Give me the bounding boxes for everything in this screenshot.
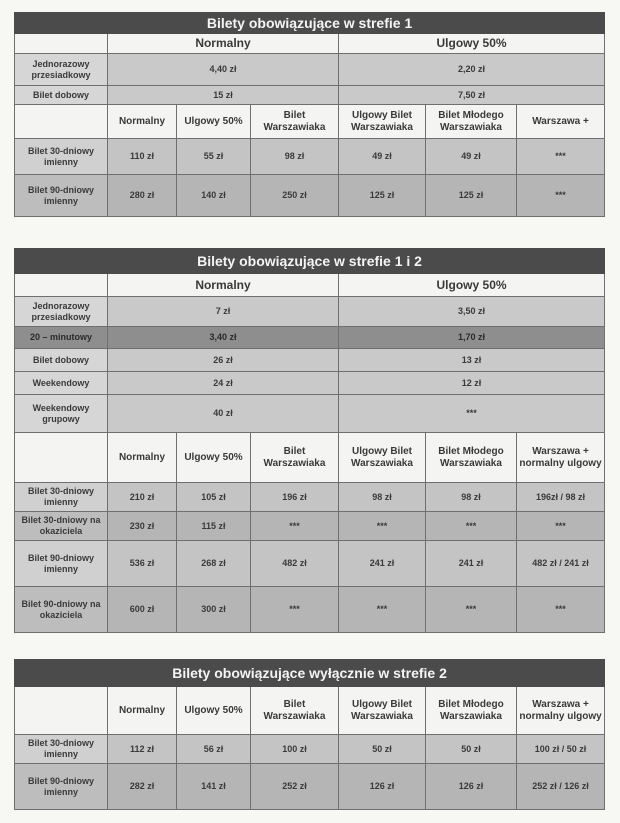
column-header: Bilet Młodego Warszawiaka bbox=[426, 687, 517, 735]
price-cell: *** bbox=[426, 587, 517, 633]
price-cell: 1,70 zł bbox=[339, 327, 605, 349]
zone1-table bbox=[14, 12, 605, 217]
corner-cell bbox=[15, 274, 108, 297]
table-row bbox=[15, 764, 605, 810]
price-cell: 105 zł bbox=[177, 483, 251, 512]
table-row bbox=[15, 54, 605, 86]
price-cell: 112 zł bbox=[108, 735, 177, 764]
price-cell: 12 zł bbox=[339, 372, 605, 395]
price-cell: 100 zł bbox=[251, 735, 339, 764]
column-header-normal: Normalny bbox=[108, 274, 339, 297]
row-label: Bilet 30-dniowy imienny bbox=[15, 735, 108, 764]
price-cell: 196zł / 98 zł bbox=[517, 483, 605, 512]
price-cell: *** bbox=[339, 587, 426, 633]
row-label: Bilet 90-dniowy imienny bbox=[15, 764, 108, 810]
column-header: Bilet Młodego Warszawiaka bbox=[426, 433, 517, 483]
corner-cell bbox=[15, 433, 108, 483]
price-cell: 282 zł bbox=[108, 764, 177, 810]
row-label: 20 – minutowy bbox=[15, 327, 108, 349]
price-cell: 50 zł bbox=[339, 735, 426, 764]
table-row bbox=[15, 139, 605, 175]
price-cell: 126 zł bbox=[426, 764, 517, 810]
price-cell: 600 zł bbox=[108, 587, 177, 633]
row-label: Bilet dobowy bbox=[15, 349, 108, 372]
price-cell: 50 zł bbox=[426, 735, 517, 764]
row-label: Jednorazowy przesiadkowy bbox=[15, 54, 108, 86]
column-header: Bilet Młodego Warszawiaka bbox=[426, 105, 517, 139]
price-cell: *** bbox=[339, 512, 426, 541]
table-title: Bilety obowiązujące wyłącznie w strefie 2 bbox=[15, 660, 605, 687]
price-cell: 268 zł bbox=[177, 541, 251, 587]
column-header: Bilet Warszawiaka bbox=[251, 105, 339, 139]
row-label: Bilet 90-dniowy imienny bbox=[15, 175, 108, 217]
price-cell: *** bbox=[517, 587, 605, 633]
price-cell: 125 zł bbox=[339, 175, 426, 217]
price-cell: 49 zł bbox=[339, 139, 426, 175]
row-label: Bilet 30-dniowy imienny bbox=[15, 483, 108, 512]
column-header: Normalny bbox=[108, 687, 177, 735]
row-label: Bilet dobowy bbox=[15, 86, 108, 105]
column-header: Normalny bbox=[108, 433, 177, 483]
table-row bbox=[15, 483, 605, 512]
corner-cell bbox=[15, 687, 108, 735]
table-row bbox=[15, 349, 605, 372]
price-cell: 40 zł bbox=[108, 395, 339, 433]
table-title: Bilety obowiązujące w strefie 1 i 2 bbox=[15, 249, 605, 274]
table-row bbox=[15, 735, 605, 764]
price-cell: 210 zł bbox=[108, 483, 177, 512]
table-row bbox=[15, 541, 605, 587]
header-row bbox=[15, 105, 605, 139]
header-row bbox=[15, 687, 605, 735]
price-cell: 7 zł bbox=[108, 297, 339, 327]
price-cell: 300 zł bbox=[177, 587, 251, 633]
price-cell: 4,40 zł bbox=[108, 54, 339, 86]
column-header: Warszawa + normalny ulgowy bbox=[517, 433, 605, 483]
column-header: Ulgowy Bilet Warszawiaka bbox=[339, 105, 426, 139]
price-cell: 115 zł bbox=[177, 512, 251, 541]
row-label: Bilet 90-dniowy imienny bbox=[15, 541, 108, 587]
price-cell: 56 zł bbox=[177, 735, 251, 764]
table-row bbox=[15, 297, 605, 327]
price-cell: 26 zł bbox=[108, 349, 339, 372]
table-row bbox=[15, 587, 605, 633]
column-header: Warszawa + bbox=[517, 105, 605, 139]
price-cell: 98 zł bbox=[251, 139, 339, 175]
price-cell: 280 zł bbox=[108, 175, 177, 217]
price-cell: 98 zł bbox=[339, 483, 426, 512]
price-cell: 2,20 zł bbox=[339, 54, 605, 86]
column-header-ulgowy: Ulgowy 50% bbox=[339, 34, 605, 54]
price-cell: 3,40 zł bbox=[108, 327, 339, 349]
column-header: Ulgowy Bilet Warszawiaka bbox=[339, 687, 426, 735]
zone2-table bbox=[14, 659, 605, 810]
price-cell: 252 zł bbox=[251, 764, 339, 810]
row-label: Bilet 30-dniowy na okaziciela bbox=[15, 512, 108, 541]
price-cell: 3,50 zł bbox=[339, 297, 605, 327]
price-cell: 141 zł bbox=[177, 764, 251, 810]
price-cell: 536 zł bbox=[108, 541, 177, 587]
price-cell: 49 zł bbox=[426, 139, 517, 175]
price-cell: 24 zł bbox=[108, 372, 339, 395]
column-header: Bilet Warszawiaka bbox=[251, 433, 339, 483]
price-cell: 13 zł bbox=[339, 349, 605, 372]
table-row bbox=[15, 175, 605, 217]
table-row bbox=[15, 372, 605, 395]
column-header-normal: Normalny bbox=[108, 34, 339, 54]
price-cell: *** bbox=[426, 512, 517, 541]
table-row bbox=[15, 395, 605, 433]
price-cell: 100 zł / 50 zł bbox=[517, 735, 605, 764]
price-cell: 125 zł bbox=[426, 175, 517, 217]
price-cell: 98 zł bbox=[426, 483, 517, 512]
price-cell: 482 zł bbox=[251, 541, 339, 587]
price-cell: *** bbox=[251, 512, 339, 541]
column-header: Ulgowy 50% bbox=[177, 687, 251, 735]
row-label: Bilet 90-dniowy na okaziciela bbox=[15, 587, 108, 633]
table-row bbox=[15, 327, 605, 349]
price-cell: 55 zł bbox=[177, 139, 251, 175]
column-header: Ulgowy 50% bbox=[177, 105, 251, 139]
price-cell: *** bbox=[517, 175, 605, 217]
price-cell: 241 zł bbox=[426, 541, 517, 587]
price-cell: 140 zł bbox=[177, 175, 251, 217]
price-cell: 7,50 zł bbox=[339, 86, 605, 105]
zone1-2-table bbox=[14, 248, 605, 633]
price-cell: 230 zł bbox=[108, 512, 177, 541]
column-header: Normalny bbox=[108, 105, 177, 139]
row-label: Bilet 30-dniowy imienny bbox=[15, 139, 108, 175]
table-row bbox=[15, 512, 605, 541]
price-cell: 241 zł bbox=[339, 541, 426, 587]
price-cell: 196 zł bbox=[251, 483, 339, 512]
row-label: Weekendowy grupowy bbox=[15, 395, 108, 433]
row-label: Weekendowy bbox=[15, 372, 108, 395]
price-cell: *** bbox=[339, 395, 605, 433]
column-header: Ulgowy Bilet Warszawiaka bbox=[339, 433, 426, 483]
price-cell: 15 zł bbox=[108, 86, 339, 105]
price-cell: 250 zł bbox=[251, 175, 339, 217]
price-cell: 252 zł / 126 zł bbox=[517, 764, 605, 810]
price-cell: *** bbox=[517, 512, 605, 541]
column-header: Ulgowy 50% bbox=[177, 433, 251, 483]
header-row bbox=[15, 433, 605, 483]
corner-cell bbox=[15, 34, 108, 54]
column-header: Bilet Warszawiaka bbox=[251, 687, 339, 735]
corner-cell bbox=[15, 105, 108, 139]
price-cell: 126 zł bbox=[339, 764, 426, 810]
price-cell: *** bbox=[251, 587, 339, 633]
price-cell: 482 zł / 241 zł bbox=[517, 541, 605, 587]
table-title: Bilety obowiązujące w strefie 1 bbox=[15, 13, 605, 34]
price-cell: 110 zł bbox=[108, 139, 177, 175]
column-header-ulgowy: Ulgowy 50% bbox=[339, 274, 605, 297]
table-row bbox=[15, 86, 605, 105]
price-cell: *** bbox=[517, 139, 605, 175]
column-header: Warszawa + normalny ulgowy bbox=[517, 687, 605, 735]
row-label: Jednorazowy przesiadkowy bbox=[15, 297, 108, 327]
